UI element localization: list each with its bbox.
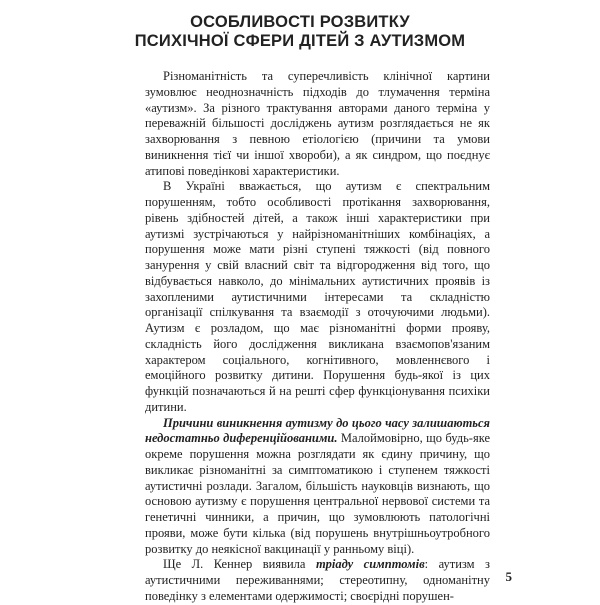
page-number: 5 <box>505 569 512 584</box>
paragraph-3 <box>145 416 490 558</box>
paragraph-2: В Україні вважається, що аутизм є спектральним порушенням, тобто особливості протікання захворювання, рівень здібностей дітей, а також інші характеристики при аутизмі зустрічаються у найрізноманітніших комбінаціях, а порушення може мати різні ступені тяжкості (від повного занурення у свій власний світ та відгородження від того, що відбувається навколо, до мінімальних аутистичних проявів із захопленими аутистичними інтересами та складністю організації спілкування та взаємодії з оточуючими людьми). Аутизм є розладом, що має різноманітні форми прояву, складність його дослідження викликана взаємопов'язаним характером соціального, когнітивного, мовленнєвого і емоційного розвитку дитини. Порушення будь-якої із цих функцій позначаються й на решті сфер функціонування психіки дитини. <box>145 179 490 414</box>
paragraph-4 <box>145 557 490 604</box>
paragraph-3-text: Малоймовірно, що будь-яке окреме порушення можна розглядати як єдину причину, що викликає різноманітні за симптоматикою і ступенем тяжкості аутистичні розлади. Загалом, більшість науковців визнають, що основою аутизму є порушення центральної нервової системи та генетичні чинники, а причин, що зумовлюють патологічні прояви, може бути кілька (від порушень внутрішньоутробного розвитку до неякісної вакцинації у ранньому віці). <box>145 431 490 556</box>
paragraph-1: Різноманітність та суперечливість клінічної картини зумовлює неоднозначність підходів до тлумачення терміна «аутизм». За різного трактування авторами даного терміна у переважній більшості досліджень аутизм розглядається не як захворювання з певною етіологією (причини та умови виникнення тієї чи іншої хвороби), а як синдром, що поєднує атипові поведінкові характеристики. <box>145 69 490 178</box>
paragraph-4-start: Ще Л. Кеннер виявила <box>163 557 306 572</box>
paragraph-4-emphasis: тріаду симптомів <box>315 557 425 572</box>
title-line-2: ПСИХІЧНОЇ СФЕРИ ДІТЕЙ З АУТИЗМОМ <box>134 32 466 50</box>
paragraph-3-emphasis: Причини виникнення аутизму до цього часу залишаються недостатньо диференційованими. <box>145 415 490 446</box>
title-line-1: ОСОБЛИВОСТІ РОЗВИТКУ <box>190 13 410 31</box>
body-text <box>145 69 490 605</box>
paragraph-4-text: : аутизм з аутистичними переживаннями; стереотипну, одноманітну поведінку з елементами одержимості; своєрідні порушен- <box>145 557 490 603</box>
page-title <box>0 13 600 51</box>
